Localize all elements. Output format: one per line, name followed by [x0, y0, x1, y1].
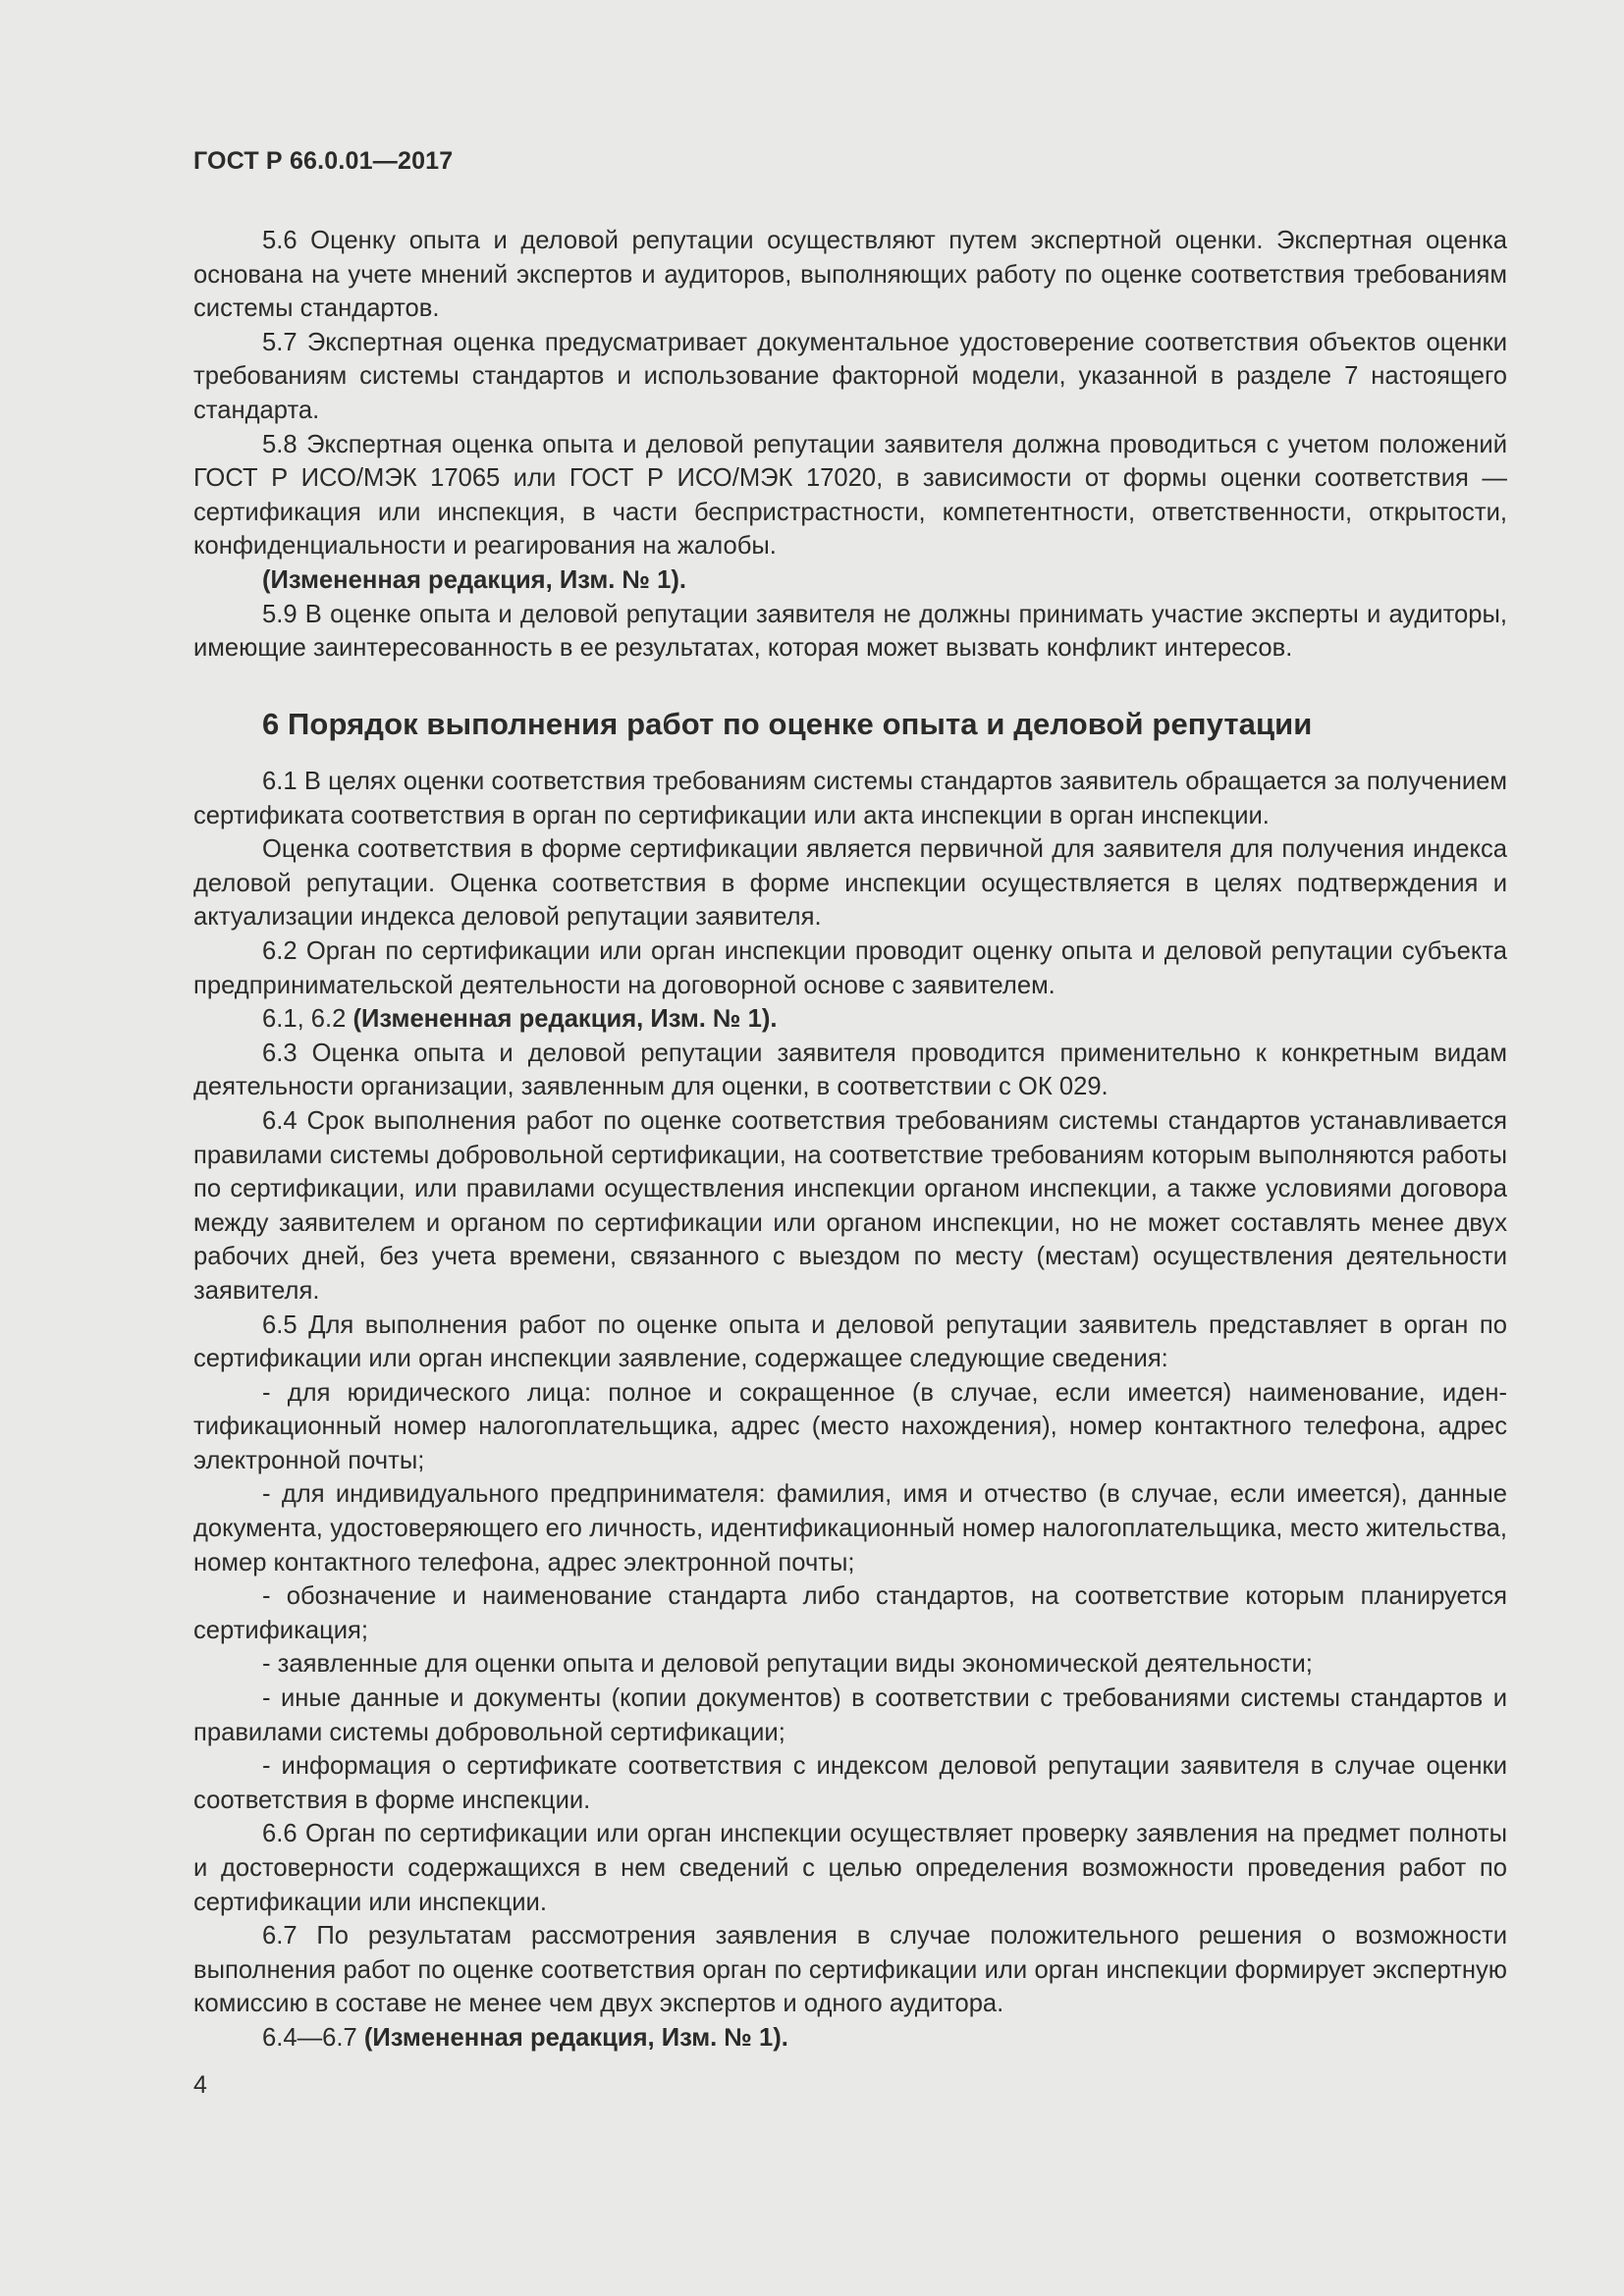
- paragraph-6-2: 6.2 Орган по сертификации или орган инспекции проводит оценку опыта и деловой репутации субъекта предпринимательской деятельности на договорной основе с заявителем.: [193, 936, 1507, 999]
- amendment-label: (Измененная редакция, Изм. № 1).: [352, 1005, 778, 1034]
- list-item-standard-designation: - обозначение и наименование стандарта либо стандартов, на соответствие которым планируется сертификация;: [193, 1582, 1507, 1644]
- paragraph-6-4: 6.4 Срок выполнения работ по оценке соответствия требованиям системы стандартов устанавливается правилами системы добровольной сертификации, на соответствие требованиям которым выполняются работы по сертификации, или правилами осуществления инспекции органом инспекции, а также условиями договора между заявителем и органом по сертификации или органом инспекции, но не может составлять менее двух рабочих дней, без учета времени, связанного с выездом по месту (местам) осуществления деятельности заявителя.: [193, 1106, 1507, 1305]
- list-item-entrepreneur: - для индивидуального предпринимателя: фамилия, имя и отчество (в случае, если имеется), данные документа, удостоверяющего его личность, идентификационный номер налогоплательщика, место жительства, номер контактного телефона, адрес электронной почты;: [193, 1480, 1507, 1576]
- paragraph-6-7: 6.7 По результатам рассмотрения заявления в случае положительного решения о возможности выполнения работ по оценке соответствия орган по сертификации или орган инспекции формирует экспертную комиссию в составе не менее чем двух экспертов и одного аудитора.: [193, 1922, 1507, 2018]
- paragraph-6-5: 6.5 Для выполнения работ по оценке опыта и деловой репутации заявитель представляет в орган по сертификации или орган инспекции заявление, содержащее следующие сведения:: [193, 1310, 1507, 1373]
- list-item-other-documents: - иные данные и документы (копии документов) в соответствии с требованиями системы стандартов и правилами системы добровольной сертификации;: [193, 1684, 1507, 1746]
- amendment-note-5-8: (Измененная редакция, Изм. № 1).: [262, 565, 686, 594]
- amendment-clause-ref: 6.4—6.7: [262, 2023, 357, 2052]
- list-item-certificate-info: - информация о сертификате соответствия с индексом деловой репутации заявителя в случае оценки соответствия в форме инспекции.: [193, 1752, 1507, 1814]
- paragraph-5-9: 5.9 В оценке опыта и деловой репутации заявителя не должны принимать участие эксперты и аудиторы, имеющие заинтересованность в ее результатах, которая может вызвать конфликт интересов.: [193, 600, 1507, 663]
- paragraph-6-3: 6.3 Оценка опыта и деловой репутации заявителя проводится применительно к конкретным видам деятельности организации, заявленным для оценки, в соответствии с ОК 029.: [193, 1039, 1507, 1101]
- document-code-header: ГОСТ Р 66.0.01—2017: [193, 147, 454, 175]
- section-6-heading: 6 Порядок выполнения работ по оценке опыта и деловой репутации: [262, 707, 1313, 741]
- section-6-text: [193, 765, 1507, 2056]
- list-item-legal-entity: - для юридического лица: полное и сокращенное (в случае, если имеется) наименование, идентификационный номер налогоплательщика, адрес (место нахождения), номер контактного телефона, адрес электронной почты;: [193, 1378, 1507, 1474]
- amendment-label: (Измененная редакция, Изм. № 1).: [363, 2023, 788, 2052]
- amendment-note-6-1-6-2: [193, 1002, 1507, 1037]
- amendment-clause-ref: 6.1, 6.2: [262, 1005, 347, 1034]
- paragraph-6-6: 6.6 Орган по сертификации или орган инспекции осуществляет проверку заявления на предмет полноты и достоверности содержащихся в нем сведений с целью определения возможности проведения работ по сертификации или инспекции.: [193, 1820, 1507, 1916]
- paragraph-6-1: 6.1 В целях оценки соответствия требованиям системы стандартов заявитель обращается за получением сертификата соответствия в орган по сертификации или акта инспекции в орган инспекции.: [193, 768, 1507, 829]
- list-item-activities: - заявленные для оценки опыта и деловой репутации виды экономической деятельности;: [262, 1650, 1313, 1679]
- page-number: 4: [193, 2071, 207, 2099]
- paragraph-5-8: 5.8 Экспертная оценка опыта и деловой репутации заявителя должна проводиться с учетом положений ГОСТ Р ИСО/МЭК 17065 или ГОСТ Р ИСО/МЭК 17020, в зависимости от формы оценки соответствия — сертификация или инспекция, в части беспристрастности, компетентности, ответственности, открытости, конфиденциальности и реагирования на жалобы.: [193, 430, 1507, 561]
- section-5-text: [193, 224, 1507, 666]
- paragraph-5-6: 5.6 Оценку опыта и деловой репутации осуществляют путем экспертной оценки. Экспертная оценка основана на учете мнений экспертов и аудиторов, выполняющих работу по оценке соответствия требованиям системы стандартов.: [193, 227, 1507, 323]
- paragraph-6-1-continued: Оценка соответствия в форме сертификации является первичной для заявителя для получения индекса деловой репутации. Оценка соответствия в форме инспекции осуществляется в целях подтверждения и актуализации индекса деловой репутации заявителя.: [193, 835, 1507, 932]
- amendment-note-6-4-6-7: [193, 2021, 1507, 2056]
- paragraph-5-7: 5.7 Экспертная оценка предусматривает документальное удостоверение соответствия объектов оценки требованиям системы стандартов и использование факторной модели, указанной в разделе 7 настоящего стандарта.: [193, 328, 1507, 424]
